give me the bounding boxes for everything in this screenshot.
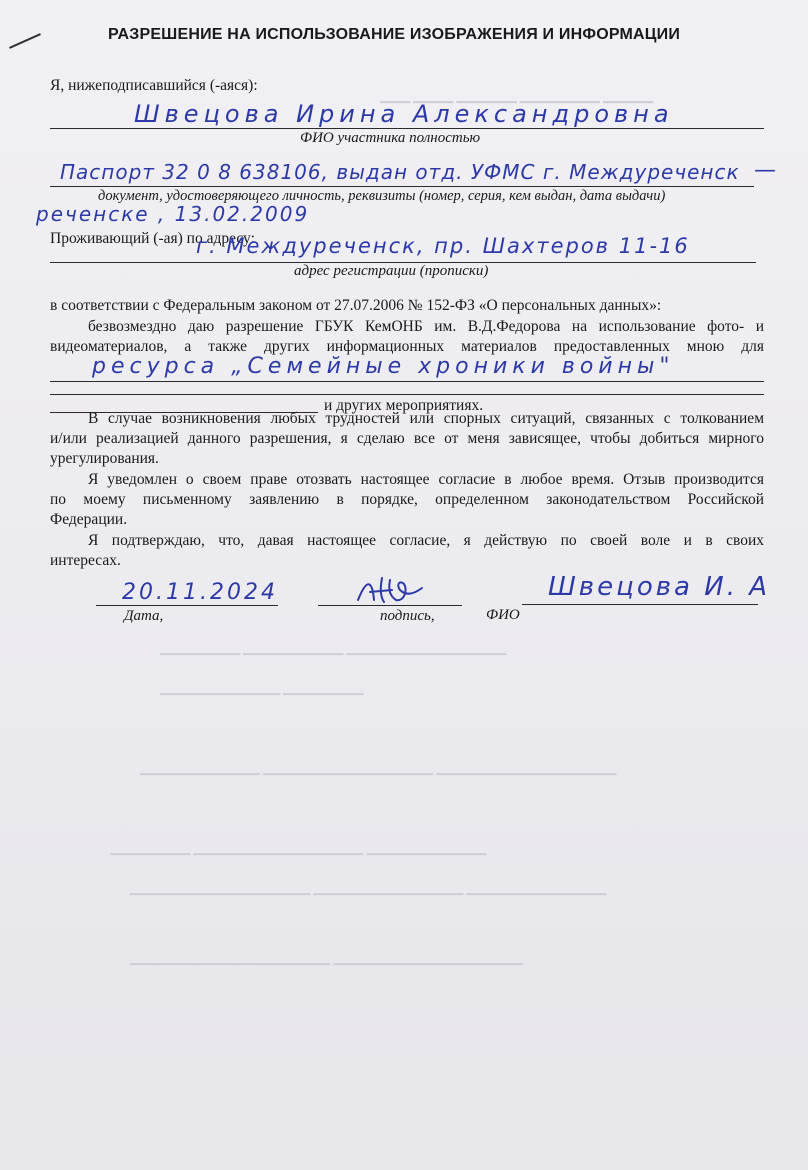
intro-text: Я, нижеподписавшийся (-аяся): bbox=[50, 77, 258, 94]
address-caption: адрес регистрации (прописки) bbox=[294, 263, 489, 279]
date-handwritten: 20.11.2024 bbox=[122, 580, 278, 605]
signature-caption: подпись, bbox=[380, 608, 435, 624]
fio-caption: ФИО участника полностью bbox=[300, 130, 481, 146]
address-handwritten: г. Междуреченск, пр. Шахтеров 11-16 bbox=[196, 234, 690, 258]
signature-scribble bbox=[352, 570, 432, 610]
paragraph1-line1: В случае возникновения любых трудностей или спорных ситуаций, связанных с толкованием bbox=[88, 410, 764, 427]
bleed-through-text: ▁▁▁▁▁▁▁▁▁▁▁▁▁▁▁▁▁▁ ▁▁▁▁▁▁▁▁▁▁▁▁▁▁▁ ▁▁▁▁▁▁▁▁▁▁▁▁▁▁ bbox=[130, 880, 607, 895]
paragraph2-line3: Федерации. bbox=[50, 511, 128, 528]
paragraph3-line2: интересах. bbox=[50, 552, 121, 569]
blank-line bbox=[50, 394, 764, 395]
grant-line1: безвозмездно даю разрешение ГБУК КемОНБ им. В.Д.Федорова на использование фото- и bbox=[88, 318, 764, 335]
document-title: РАЗРЕШЕНИЕ НА ИСПОЛЬЗОВАНИЕ ИЗОБРАЖЕНИЯ И ИНФОРМАЦИИ bbox=[108, 26, 681, 43]
paragraph3-line1: Я подтверждаю, что, давая настоящее согласие, я действую по своей воле и в своих bbox=[88, 532, 764, 549]
fio-handwritten: Швецова Ирина Александровна bbox=[134, 100, 674, 128]
document-handwritten-line2: реченске , 13.02.2009 bbox=[36, 202, 310, 226]
document-handwritten-line1: Паспорт 32 0 8 638106, выдан отд. УФМС г. Междуреченск bbox=[60, 160, 740, 184]
document-handwritten-dash: — bbox=[754, 158, 778, 183]
document-caption: документ, удостоверяющего личность, реквизиты (номер, серия, кем выдан, дата выдачи) bbox=[98, 188, 666, 204]
resource-line bbox=[50, 381, 764, 382]
resource-handwritten: ресурса „Семейные хроники войны" bbox=[92, 354, 675, 379]
bleed-through-text: ▁▁▁ ▁▁▁▁ ▁▁▁▁▁▁ ▁▁▁▁▁▁▁▁ ▁▁▁▁▁ bbox=[380, 88, 653, 103]
date-caption: Дата, bbox=[124, 608, 164, 624]
paragraph1-line2: и/или реализацией данного разрешения, я сделаю все от меня зависящее, чтобы добиться мирного bbox=[50, 430, 764, 447]
bleed-through-text: ▁▁▁▁▁▁▁▁▁▁▁▁ ▁▁▁▁▁▁▁▁▁▁▁▁▁▁▁▁▁ ▁▁▁▁▁▁▁▁▁▁▁▁▁▁▁▁▁▁ bbox=[140, 760, 617, 775]
bleed-through-text: ▁▁▁▁▁▁▁▁▁▁▁▁ ▁▁▁▁▁▁▁▁ bbox=[160, 680, 364, 695]
paragraph2-line1: Я уведомлен о своем праве отозвать настоящее согласие в любое время. Отзыв производится bbox=[88, 471, 764, 488]
bleed-through-text: ▁▁▁▁▁▁▁▁ ▁▁▁▁▁▁▁▁▁▁ ▁▁▁▁▁▁▁▁▁▁▁▁▁▁▁▁ bbox=[160, 640, 507, 655]
paragraph2-line2: по моему письменному заявлению в порядке, определенном законодательством Российской bbox=[50, 491, 764, 508]
pen-mark bbox=[9, 33, 41, 49]
events-text: и других мероприятиях. bbox=[324, 397, 484, 414]
fio-sign-handwritten: Швецова И. А bbox=[548, 572, 771, 602]
address-label: Проживающий (-ая) по адресу: bbox=[50, 230, 255, 247]
paragraph1-line3: урегулирования. bbox=[50, 450, 159, 467]
fio-sign-caption: ФИО bbox=[486, 607, 520, 623]
fio-sign-line bbox=[522, 604, 758, 605]
grant-line2: видеоматериалов, а также других информационных материалов предоставленных мною для bbox=[50, 338, 764, 355]
law-text: в соответствии с Федеральным законом от 27.07.2006 № 152-ФЗ «О персональных данных»: bbox=[50, 297, 662, 314]
bleed-through-text: ▁▁▁▁▁▁▁▁▁▁▁▁▁▁▁▁▁▁▁▁ ▁▁▁▁▁▁▁▁▁▁▁▁▁▁▁▁▁▁▁ bbox=[130, 950, 524, 965]
bleed-through-text: ▁▁▁▁▁▁▁▁ ▁▁▁▁▁▁▁▁▁▁▁▁▁▁▁▁▁ ▁▁▁▁▁▁▁▁▁▁▁▁ bbox=[110, 840, 487, 855]
